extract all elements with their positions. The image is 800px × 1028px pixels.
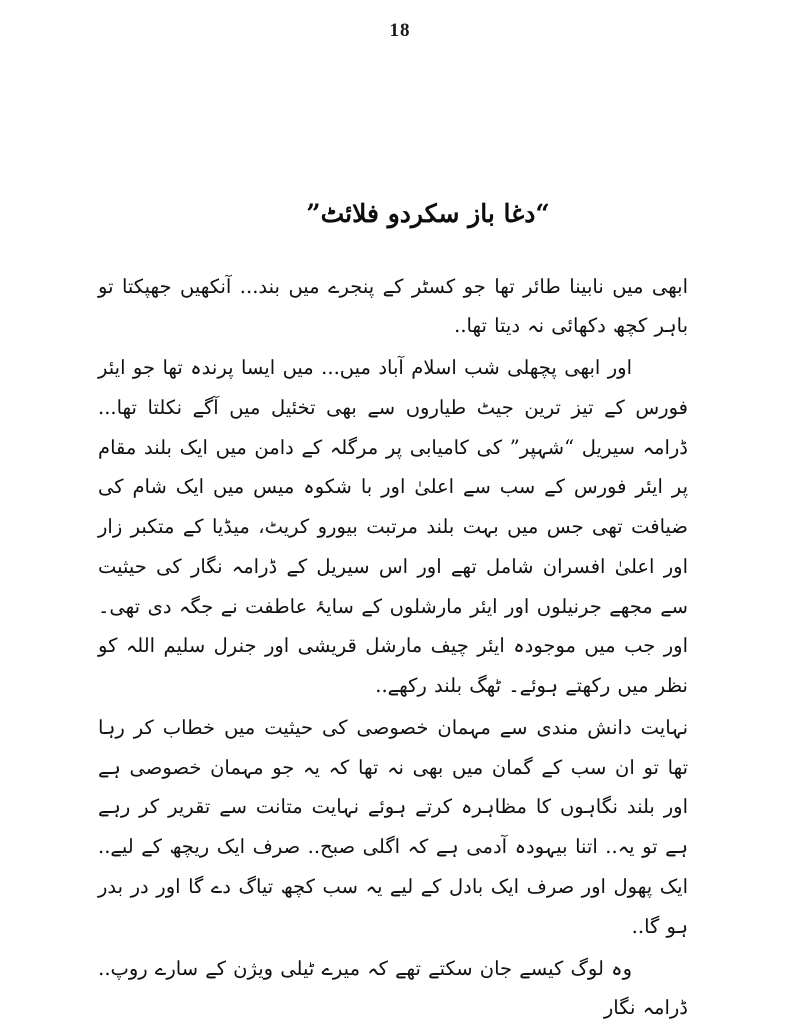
paragraph: ابھی میں نابینا طائر تھا جو کسٹر کے پنجرے میں بند... آنکھیں جھپکتا تو باہر کچھ دکھائی نہ دیتا تھا.. xyxy=(98,274,688,338)
paragraph: اور ابھی پچھلی شب اسلام آباد میں... میں ایسا پرندہ تھا جو ایئر فورس کے تیز ترین جیٹ طیاروں سے بھی تخئیل میں آگے نکلتا تھا... ڈرامہ سیریل “شہپر” کی کامیابی پر مرگلہ کے دامن میں ایک بلند مقام پر ایئر فورس کے سب سے اعلیٰ اور با شکوہ میس میں ایک شام کی ضیافت تھی جس میں بہت بلند مرتبت بیورو کریٹ، میڈیا کے متکبر زار اور اعلیٰ افسران شامل تھے اور اس سیریل کے ڈرامہ نگار کی حیثیت سے مجھے جرنیلوں اور ایئر مارشلوں کے سایۂ عاطفت نے جگہ دی تھی۔ اور جب میں موجودہ ایئر چیف مارشل قریشی اور جنرل سلیم اللہ کو نظر میں رکھتے ہوئے۔ ٹھگ بلند رکھے.. xyxy=(98,356,688,698)
paragraph: وہ لوگ کیسے جان سکتے تھے کہ میرے ٹیلی ویژن کے سارے روپ.. ڈرامہ نگار xyxy=(98,956,688,1020)
page-number: 18 xyxy=(389,20,411,41)
paragraph: نہایت دانش مندی سے مہمان خصوصی کی حیثیت میں خطاب کر رہا تھا تو ان سب کے گمان میں بھی نہ تھا کہ یہ جو مہمان خصوصی ہے اور بلند نگاہوں کا مظاہرہ کرتے ہوئے نہایت متانت سے تقریر کر رہے ہے تو یہ.. اتنا بیہودہ آدمی ہے کہ اگلی صبح.. صرف ایک ریچھ کے لیے.. ایک پھول اور صرف ایک بادل کے لیے یہ سب کچھ تیاگ دے گا اور در بدر ہو گا.. xyxy=(98,715,688,938)
page-content xyxy=(98,195,688,1028)
chapter-title: “دغا باز سکردو فلائٹ” xyxy=(306,199,550,228)
